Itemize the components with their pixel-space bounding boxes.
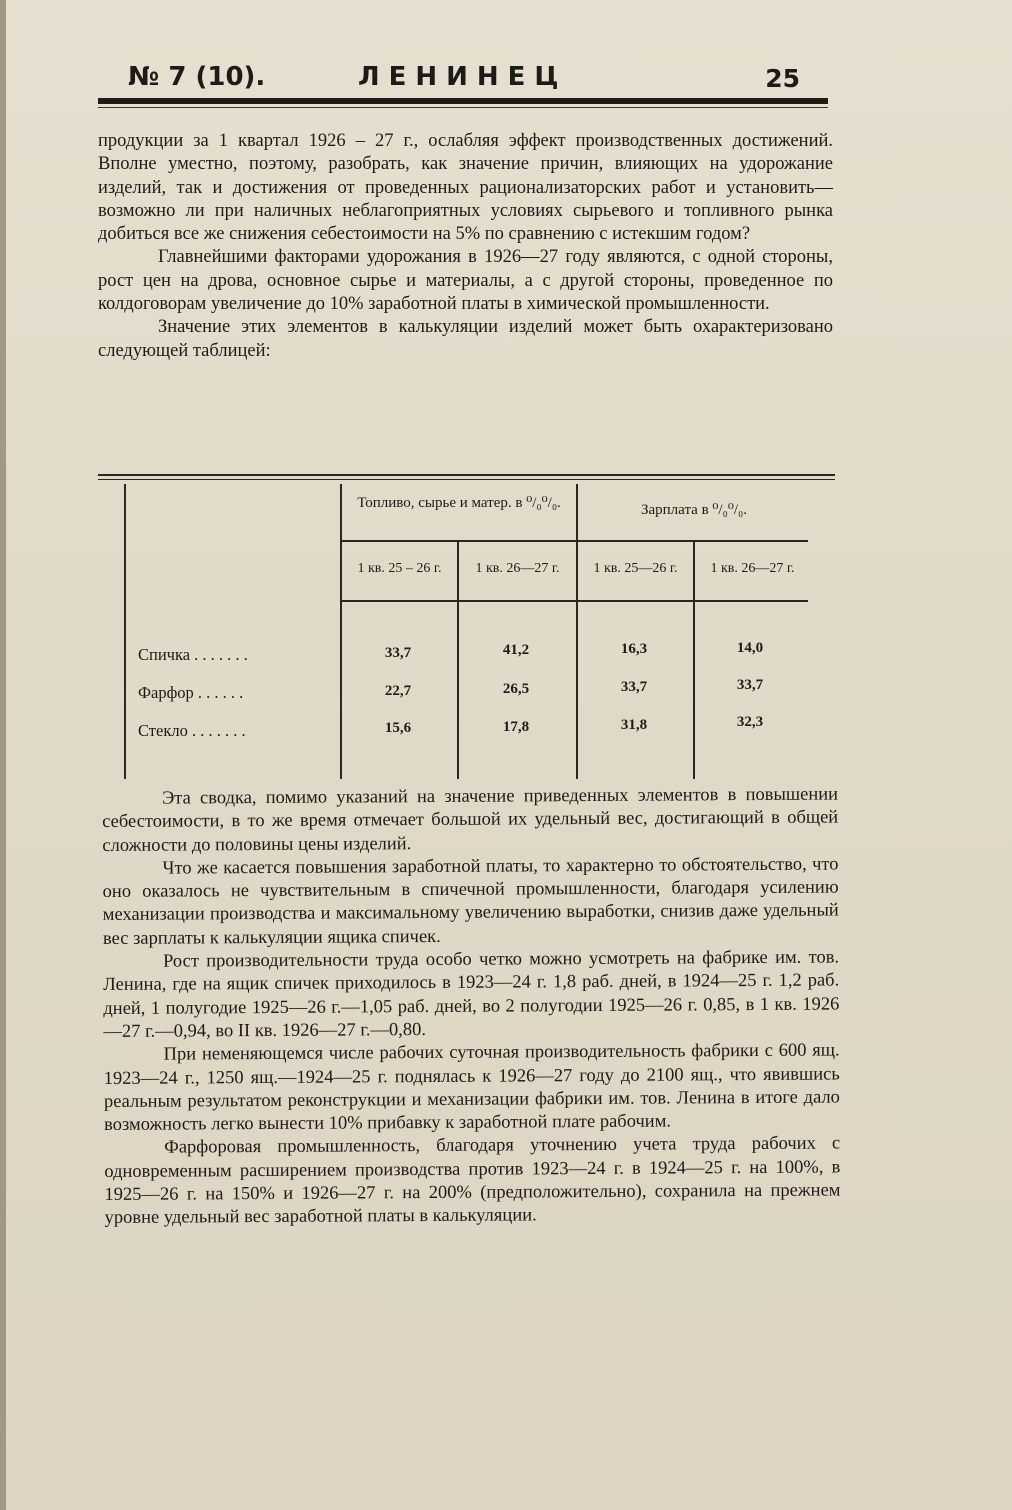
group-header-materials: Топливо, сырье и матер. в ⁰/₀⁰/₀. [357, 495, 561, 511]
table-cell: 31,8 [620, 717, 648, 733]
group-header-wages: Зарплата в ⁰/₀⁰/₀. [640, 502, 747, 518]
header-rule-thick [98, 98, 828, 104]
sub-header: 1 кв. 25 – 26 г. [357, 561, 442, 576]
table-cell: 41,2 [502, 642, 530, 658]
table-cell: 33,7 [384, 645, 412, 661]
table-cell: 26,5 [502, 681, 530, 697]
table-vline-label [340, 484, 342, 779]
page-spine-shadow [0, 0, 6, 1510]
row-label-porcelain: Фарфор . . . . . . [138, 683, 244, 702]
table-cell: 33,7 [736, 677, 764, 693]
paragraph: При неменяющемся числе рабочих суточная производительность фабрики с 600 ящ. 1923—24 г., 1250 ящ.—1924—25 г. поднялась к 1926—27 году до 2100 ящ., что явившись реальным результатом реконструкции и механизации фабрики им. тов. Ленина в итоге дало возможность легко вынести 10% прибавку к заработной плате рабочим. [103, 1040, 840, 1136]
paragraph: Главнейшими факторами удорожания в 1926—27 году являются, с одной стороны, рост цен на дрова, основное сырье и материалы, а с другой стороны, проведенное по колдоговорам увеличение до 10% заработной платы в химической промышленности. [98, 247, 833, 315]
table-cell: 15,6 [384, 720, 412, 736]
row-label-matches: Спичка . . . . . . . [138, 645, 248, 664]
table-vline-group [576, 484, 578, 779]
table-rule-top [98, 474, 835, 476]
paragraph: Значение этих элементов в калькуляции изделий может быть охарактеризовано следующей таблицей: [98, 317, 833, 361]
table-cell: 22,7 [384, 683, 412, 699]
sub-header: 1 кв. 25—26 г. [593, 561, 678, 576]
page-number: 25 [765, 64, 800, 93]
header-rule-thin [98, 107, 828, 108]
paragraph: Рост производительности труда особо четко можно усмотреть на фабрике им. тов. Ленина, где на ящик спичек приходилось в 1923—24 г. 1,8 раб. дней, в 1924—25 г. 1,2 раб. дней, 1 полугодие 1925—26 г.—1,05 раб. дней, во 2 полугодии 1925—26 г. 0,85, в 1 кв. 1926—27 г.—0,94, во II кв. 1926—27 г.—0,80. [103, 947, 840, 1042]
running-header [100, 62, 830, 96]
issue-number: № 7 (10). [128, 62, 266, 92]
row-label-glass: Стекло . . . . . . . [138, 721, 246, 740]
data-table [98, 474, 835, 779]
table-cell: 32,3 [736, 714, 764, 730]
journal-title: ЛЕНИНЕЦ [358, 62, 568, 92]
table-cell: 16,3 [620, 641, 648, 657]
text-block-bottom [102, 784, 841, 1231]
table-hline-header [340, 600, 808, 602]
table-vline-left [124, 484, 126, 779]
table-hline-group [340, 540, 808, 542]
paragraph: продукции за 1 квартал 1926 – 27 г., ослабляя эффект производственных достижений. Вполне уместно, поэтому, разобрать, как значение причин, влияющих на удорожание изделий, так и достижения от проведенных рационализаторских работ и установить— возможно ли при наличных неблагоприятных условиях сырьевого и топливного рынка добиться все же снижения себестоимости на 5% по сравнению с истекшим годом? [98, 131, 833, 245]
paragraph: Что же касается повышения заработной платы, то характерно то обстоятельство, что оно оказалось не чувствительным в спичечной промышленности, благодаря усилению механизации производства и максимальному увеличению выработки, снизив даже удельный вес зарплаты к калькуляции ящика спичек. [102, 854, 839, 949]
text-block-top [98, 130, 833, 363]
table-rule-top-thin [98, 479, 835, 480]
table-cell: 14,0 [736, 640, 764, 656]
paragraph: Фарфоровая промышленность, благодаря уточнению учета труда рабочих с одновременным расширением производства против 1923—24 г. в 1924—25 г. на 100%, в 1925—26 г. на 150% и 1926—27 г. на 200% (предположительно), сохранила на прежнем уровне удельный вес заработной платы в калькуляции. [104, 1133, 841, 1229]
table-cell: 17,8 [502, 719, 530, 735]
sub-header: 1 кв. 26—27 г. [475, 561, 560, 576]
table-cell: 33,7 [620, 679, 648, 695]
paragraph: Эта сводка, помимо указаний на значение приведенных элементов в повышении себестоимости, в то же время отмечает большой их удельный вес, достигающий в общей сложности до половины цены изделий. [102, 784, 839, 856]
sub-header: 1 кв. 26—27 г. [710, 561, 795, 576]
